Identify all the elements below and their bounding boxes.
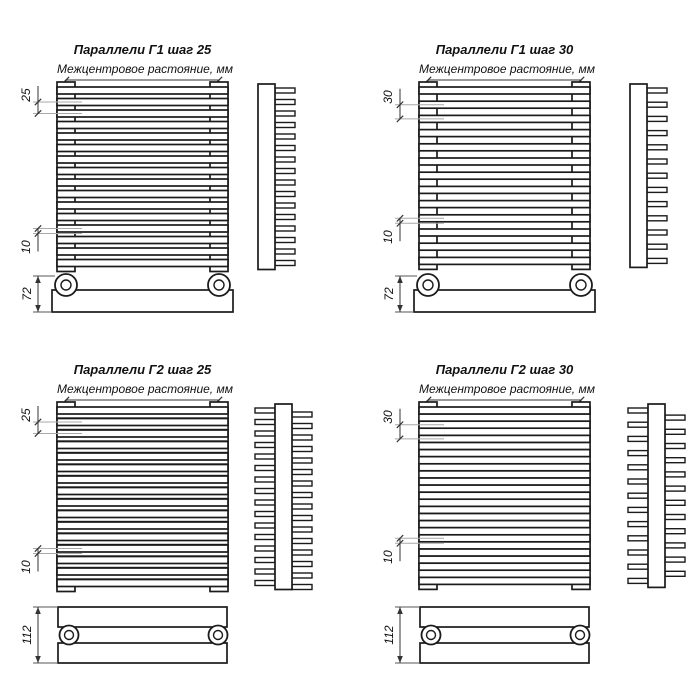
front-rail [419, 450, 590, 457]
front-rail [419, 243, 590, 250]
front-rail [419, 87, 590, 94]
front-rail [57, 522, 228, 529]
front-rail [419, 215, 590, 222]
side-tooth-right [665, 571, 685, 576]
figure-subtitle: Межцентровое растояние, мм [57, 62, 233, 76]
front-rail [57, 248, 228, 255]
side-tooth-left [628, 408, 648, 413]
dim-arrow [397, 607, 403, 614]
side-tooth [647, 202, 667, 207]
front-rail [419, 421, 590, 428]
side-tooth-right [292, 424, 312, 429]
side-tooth [275, 192, 295, 197]
front-rail [419, 158, 590, 165]
front-rail [57, 568, 228, 575]
front-rail [57, 99, 228, 106]
front-rail [57, 419, 228, 426]
side-tooth-right [665, 429, 685, 434]
side-tooth-left [628, 465, 648, 470]
side-tooth-left [255, 512, 275, 517]
side-tooth [275, 134, 295, 139]
side-tooth-right [292, 539, 312, 544]
side-tooth [275, 249, 295, 254]
front-rail [57, 488, 228, 495]
plan-body-front [420, 607, 589, 627]
side-tooth-left [255, 443, 275, 448]
dim-label-gap: 10 [381, 230, 395, 244]
side-tooth-right [665, 500, 685, 505]
front-rail [419, 563, 590, 570]
front-rail [57, 179, 228, 186]
plan-body [52, 290, 233, 312]
front-rail [57, 453, 228, 460]
side-tooth-left [628, 493, 648, 498]
front-rail [419, 172, 590, 179]
front-rail [419, 101, 590, 108]
side-tooth-right [292, 458, 312, 463]
side-tooth-right [292, 516, 312, 521]
side-tooth-right [292, 470, 312, 475]
dim-label-gap: 10 [19, 240, 33, 254]
front-rail [57, 499, 228, 506]
dim-label-depth: 72 [382, 287, 396, 301]
side-column [648, 404, 665, 587]
front-rail [57, 214, 228, 221]
side-tooth-left [628, 479, 648, 484]
front-rail [419, 130, 590, 137]
side-tooth [275, 88, 295, 93]
side-column [275, 404, 292, 590]
side-tooth-left [628, 522, 648, 527]
side-tooth-left [255, 581, 275, 586]
front-rail [57, 476, 228, 483]
side-tooth-left [628, 578, 648, 583]
side-tooth-right [292, 435, 312, 440]
side-tooth [275, 203, 295, 208]
dim-label-gap: 10 [19, 560, 33, 574]
side-tooth [275, 123, 295, 128]
side-tooth [647, 187, 667, 192]
side-tooth [647, 145, 667, 150]
plan-port-inner [214, 280, 224, 290]
side-tooth-left [255, 569, 275, 574]
front-rail [419, 506, 590, 513]
plan-port-inner [427, 631, 436, 640]
side-tooth [275, 169, 295, 174]
side-tooth [647, 102, 667, 107]
front-rail [419, 186, 590, 193]
side-tooth-right [292, 412, 312, 417]
side-tooth [275, 180, 295, 185]
back-rail [419, 514, 590, 521]
side-tooth [647, 173, 667, 178]
side-tooth-left [255, 431, 275, 436]
side-tooth [275, 226, 295, 231]
side-tooth [275, 157, 295, 162]
front-rail [57, 110, 228, 117]
dim-label-pitch: 25 [19, 408, 33, 422]
front-rail [419, 201, 590, 208]
figure-subtitle: Межцентровое растояние, мм [57, 382, 233, 396]
side-tooth-left [255, 546, 275, 551]
dim-label-depth: 112 [382, 625, 396, 645]
front-rail [419, 257, 590, 264]
side-tooth-left [255, 420, 275, 425]
side-tooth-right [292, 481, 312, 486]
dim-arrow [397, 276, 403, 283]
side-tooth-right [665, 415, 685, 420]
side-tooth [647, 216, 667, 221]
plan-port-inner [423, 280, 433, 290]
side-column [630, 84, 647, 267]
side-tooth-right [292, 585, 312, 590]
front-rail [57, 145, 228, 152]
back-rail [419, 556, 590, 563]
side-tooth [275, 100, 295, 105]
side-tooth-right [292, 562, 312, 567]
side-tooth-left [628, 436, 648, 441]
side-tooth-left [255, 500, 275, 505]
front-rail [57, 87, 228, 94]
side-tooth-left [255, 466, 275, 471]
plan-port-inner [576, 631, 585, 640]
side-tooth-left [255, 454, 275, 459]
side-tooth-right [292, 550, 312, 555]
side-tooth-left [628, 550, 648, 555]
side-tooth-right [292, 493, 312, 498]
front-rail [419, 407, 590, 414]
plan-body-back [420, 643, 589, 663]
back-rail [419, 570, 590, 577]
front-rail [57, 580, 228, 587]
front-rail [57, 534, 228, 541]
front-rail [57, 122, 228, 129]
front-rail [57, 407, 228, 414]
front-rail [57, 557, 228, 564]
back-rail [419, 443, 590, 450]
side-tooth [275, 111, 295, 116]
front-rail [57, 430, 228, 437]
side-tooth [647, 88, 667, 93]
front-rail [419, 115, 590, 122]
front-rail [57, 511, 228, 518]
side-tooth [647, 131, 667, 136]
side-tooth-left [628, 536, 648, 541]
plan-port-inner [214, 631, 223, 640]
dim-arrow [397, 305, 403, 312]
dim-arrow [35, 305, 41, 312]
side-tooth-right [665, 486, 685, 491]
front-rail [419, 229, 590, 236]
back-rail [419, 457, 590, 464]
plan-port-inner [61, 280, 71, 290]
front-rail [57, 465, 228, 472]
side-tooth-right [292, 573, 312, 578]
side-tooth [647, 230, 667, 235]
front-rail [419, 577, 590, 584]
front-rail [419, 478, 590, 485]
dim-arrow [35, 276, 41, 283]
front-rail [57, 156, 228, 163]
side-tooth-left [628, 422, 648, 427]
side-tooth-left [628, 507, 648, 512]
dim-label-depth: 112 [20, 625, 34, 645]
side-column [258, 84, 275, 270]
side-tooth [647, 244, 667, 249]
front-rail [419, 492, 590, 499]
figure-title: Параллели Г2 шаг 30 [435, 362, 574, 377]
side-tooth-left [255, 558, 275, 563]
front-rail [57, 191, 228, 198]
side-tooth [275, 215, 295, 220]
side-tooth [275, 238, 295, 243]
side-tooth-left [255, 408, 275, 413]
front-rail [419, 535, 590, 542]
front-rail [57, 225, 228, 232]
side-tooth [275, 261, 295, 266]
front-rail [419, 435, 590, 442]
side-tooth-right [665, 515, 685, 520]
front-rail [419, 464, 590, 471]
side-tooth-right [292, 527, 312, 532]
side-tooth-left [628, 564, 648, 569]
front-rail [57, 202, 228, 209]
figure-subtitle: Межцентровое растояние, мм [419, 62, 595, 76]
side-tooth-left [628, 451, 648, 456]
figure-title: Параллели Г1 шаг 30 [435, 42, 574, 57]
front-rail [57, 237, 228, 244]
side-tooth-left [255, 523, 275, 528]
figure-title: Параллели Г1 шаг 25 [73, 42, 212, 57]
dim-arrow [397, 656, 403, 663]
side-tooth-right [665, 472, 685, 477]
plan-body-back [58, 643, 227, 663]
side-tooth-right [665, 557, 685, 562]
side-tooth [647, 258, 667, 263]
front-rail [419, 549, 590, 556]
side-tooth-right [292, 447, 312, 452]
front-rail [419, 144, 590, 151]
dim-label-gap: 10 [381, 550, 395, 564]
front-rail [57, 260, 228, 267]
side-tooth-right [665, 458, 685, 463]
plan-body [414, 290, 595, 312]
side-tooth-right [665, 529, 685, 534]
front-rail [57, 545, 228, 552]
back-rail [419, 414, 590, 421]
dim-label-pitch: 25 [19, 88, 33, 102]
dim-label-pitch: 30 [381, 90, 395, 104]
dim-label-pitch: 30 [381, 410, 395, 424]
dim-arrow [35, 607, 41, 614]
side-tooth-right [665, 543, 685, 548]
side-tooth-left [255, 477, 275, 482]
side-tooth-right [665, 444, 685, 449]
figure-subtitle: Межцентровое растояние, мм [419, 382, 595, 396]
back-rail [419, 428, 590, 435]
front-rail [57, 133, 228, 140]
side-tooth-left [255, 489, 275, 494]
side-tooth [275, 146, 295, 151]
side-tooth [647, 159, 667, 164]
dim-label-depth: 72 [20, 287, 34, 301]
front-rail [57, 168, 228, 175]
dim-arrow [35, 656, 41, 663]
side-tooth [647, 116, 667, 121]
back-rail [419, 485, 590, 492]
plan-port-inner [65, 631, 74, 640]
side-tooth-right [292, 504, 312, 509]
front-rail [419, 521, 590, 528]
back-rail [419, 528, 590, 535]
back-rail [419, 471, 590, 478]
plan-port-inner [576, 280, 586, 290]
side-tooth-left [255, 535, 275, 540]
back-rail [419, 542, 590, 549]
front-rail [57, 442, 228, 449]
back-rail [419, 499, 590, 506]
plan-body-front [58, 607, 227, 627]
figure-title: Параллели Г2 шаг 25 [73, 362, 212, 377]
